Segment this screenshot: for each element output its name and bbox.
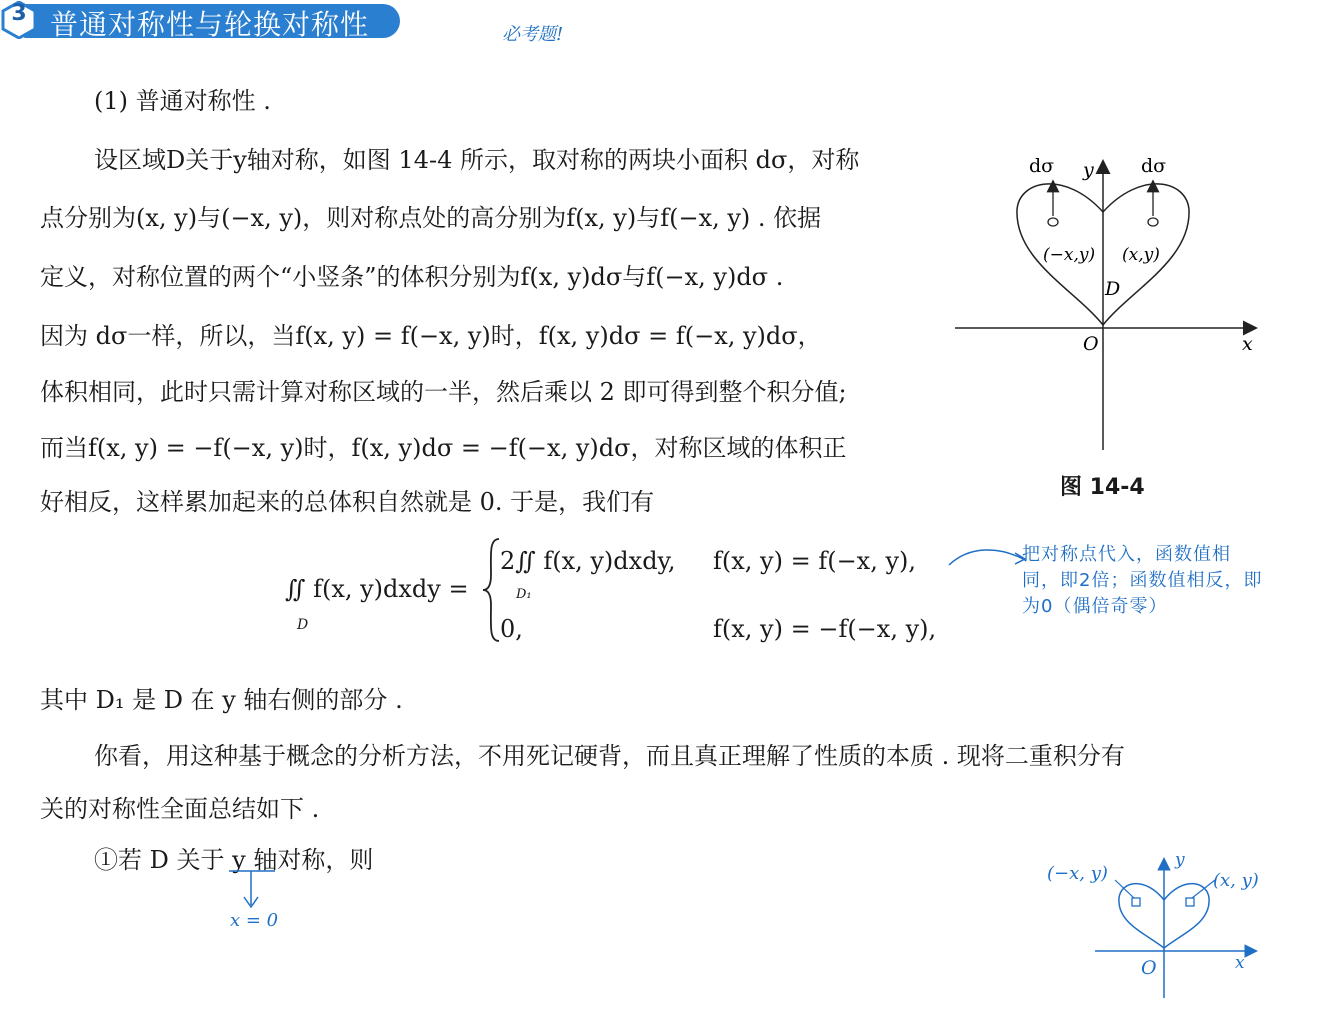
point-right-label: (x,y) xyxy=(1122,245,1160,265)
paragraph-line: 体积相同，此时只需计算对称区域的一半，然后乘以 2 即可得到整个积分值; xyxy=(40,378,847,406)
paragraph-line: 定义，对称位置的两个“小竖条”的体积分别为f(x, y)dσ与f(−x, y)dσ . xyxy=(40,263,784,291)
case1-condition: f(x, y) = f(−x, y), xyxy=(713,547,917,575)
case1-expression: 2∬ f(x, y)dxdy, xyxy=(500,547,676,575)
y-axis-label: y xyxy=(1083,159,1094,181)
case2-expression: 0, xyxy=(500,615,523,643)
small-origin-label: O xyxy=(1141,957,1157,979)
must-test-tag: 必考题! xyxy=(502,24,564,45)
paragraph-line: 因为 dσ一样，所以，当f(x, y) = f(−x, y)时，f(x, y)dσ = f(−x, y)dσ， xyxy=(40,322,822,350)
small-heart-figure xyxy=(1035,848,1280,1003)
paragraph-line: 而当f(x, y) = −f(−x, y)时，f(x, y)dσ = −f(−x, y)dσ，对称区域的体积正 xyxy=(40,434,847,462)
small-point-left: (−x, y) xyxy=(1047,863,1108,884)
x-equals-zero-note: x = 0 xyxy=(230,910,279,931)
small-point-right: (x, y) xyxy=(1213,870,1259,891)
paragraph-line: 设区域D关于y轴对称，如图 14-4 所示，取对称的两块小面积 dσ，对称 xyxy=(94,146,860,174)
small-y-label: y xyxy=(1175,850,1185,870)
section-title: 普通对称性与轮换对称性 xyxy=(50,8,370,41)
section-banner xyxy=(0,0,400,42)
handwritten-note: 把对称点代入，函数值相同，即2倍；函数值相反，即为0（偶倍奇零） xyxy=(1022,544,1263,617)
point-left-label: (−x,y) xyxy=(1043,245,1096,265)
dsigma-left-patch xyxy=(1048,218,1058,226)
figure-caption: 图 14-4 xyxy=(1060,475,1145,500)
dsigma-left-label: dσ xyxy=(1029,155,1055,177)
x-axis-label: x xyxy=(1242,333,1253,355)
formula-lhs: ∬ f(x, y)dxdy = xyxy=(285,575,469,603)
case1-subscript: D₁ xyxy=(516,587,532,602)
dsigma-right-patch xyxy=(1148,218,1158,226)
dsigma-right-label: dσ xyxy=(1141,155,1167,177)
figure-14-4 xyxy=(955,150,1265,465)
subsection-heading: (1) 普通对称性 . xyxy=(94,87,271,115)
region-label: D xyxy=(1105,278,1121,300)
origin-label: O xyxy=(1083,333,1099,355)
formula-lhs-sub: D xyxy=(297,617,309,633)
paragraph-line: 关的对称性全面总结如下 . xyxy=(40,795,320,823)
note-arrow xyxy=(945,545,1030,575)
paragraph-line: 好相反，这样累加起来的总体积自然就是 0. 于是，我们有 xyxy=(40,488,655,516)
paragraph-line: 你看，用这种基于概念的分析方法，不用死记硬背，而且真正理解了性质的本质 . 现将二重积分有 xyxy=(94,742,1125,770)
case2-condition: f(x, y) = −f(−x, y), xyxy=(713,615,937,643)
paragraph-line: 点分别为(x, y)与(−x, y)，则对称点处的高分别为f(x, y)与f(−x, y) . 依据 xyxy=(40,204,822,232)
small-x-label: x xyxy=(1235,953,1245,973)
formula-explanation: 其中 D₁ 是 D 在 y 轴右侧的部分 . xyxy=(40,686,403,714)
list-item: ①若 D 关于 y 轴对称，则 xyxy=(94,846,374,874)
piecewise-formula xyxy=(285,535,985,645)
section-number: 3 xyxy=(11,1,27,26)
